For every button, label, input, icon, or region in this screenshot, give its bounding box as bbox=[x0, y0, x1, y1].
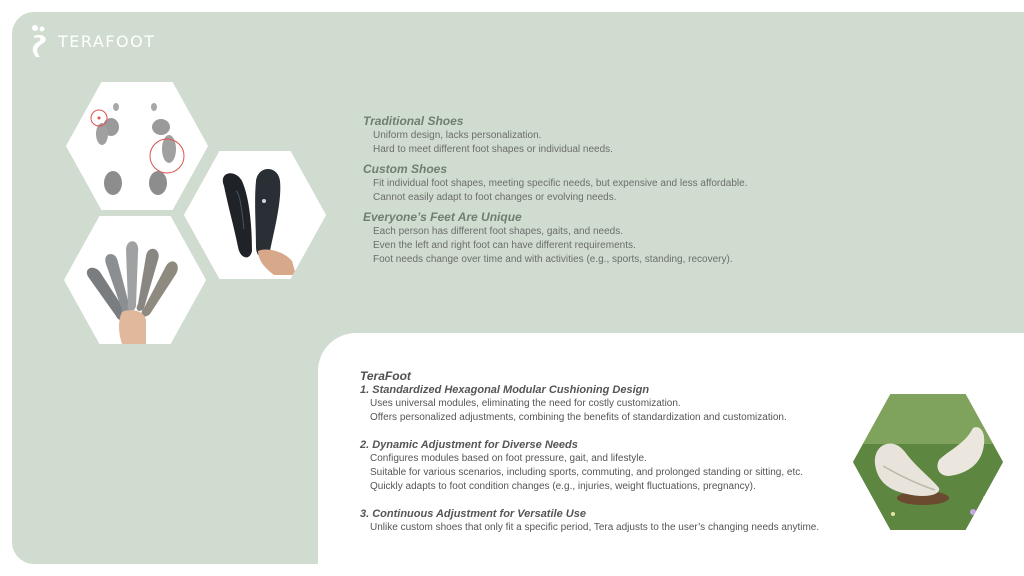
problem-point: Uniform design, lacks personalization. bbox=[373, 130, 542, 141]
feature-point: Unlike custom shoes that only fit a specific period, Tera adjusts to the user’s changing needs anytime. bbox=[370, 522, 820, 533]
problem-point: Cannot easily adapt to foot changes or evolving needs. bbox=[373, 192, 617, 203]
feature-point: Offers personalized adjustments, combining the benefits of standardization and customization. bbox=[370, 412, 787, 423]
problem-point: Even the left and right foot can have different requirements. bbox=[373, 240, 636, 251]
feature-title: 3. Continuous Adjustment for Versatile Use bbox=[360, 508, 586, 520]
footprint-logo-icon bbox=[30, 24, 52, 58]
problem-custom-shoes bbox=[363, 162, 748, 205]
problem-unique-feet bbox=[363, 210, 748, 267]
feature-standardized-design bbox=[360, 383, 819, 425]
feature-point: Quickly adapts to foot condition changes (e.g., injuries, weight fluctuations, pregnancy). bbox=[370, 481, 756, 492]
brand-logo bbox=[30, 24, 155, 58]
problem-point: Each person has different foot shapes, gaits, and needs. bbox=[373, 226, 623, 237]
feature-dynamic-adjustment bbox=[360, 438, 819, 494]
problems-section bbox=[363, 114, 748, 272]
feature-title: 1. Standardized Hexagonal Modular Cushioning Design bbox=[360, 384, 650, 396]
solution-section bbox=[360, 369, 819, 535]
problem-title: Everyone’s Feet Are Unique bbox=[363, 210, 522, 224]
feature-title: 2. Dynamic Adjustment for Diverse Needs bbox=[360, 439, 578, 451]
feature-continuous-adjustment bbox=[360, 507, 819, 535]
feature-point: Suitable for various scenarios, including sports, commuting, and prolonged standing or sitting, etc. bbox=[370, 467, 804, 478]
problem-title: Traditional Shoes bbox=[363, 114, 464, 128]
problem-title: Custom Shoes bbox=[363, 162, 448, 176]
problem-point: Fit individual foot shapes, meeting specific needs, but expensive and less affordable. bbox=[373, 178, 748, 189]
brand-name: TERAFOOT bbox=[58, 31, 156, 51]
feature-point: Configures modules based on foot pressure, gait, and lifestyle. bbox=[370, 453, 647, 464]
solution-title: TeraFoot bbox=[360, 369, 411, 383]
problem-point: Foot needs change over time and with activities (e.g., sports, standing, recovery). bbox=[373, 254, 733, 265]
problem-point: Hard to meet different foot shapes or individual needs. bbox=[373, 144, 613, 155]
feature-point: Uses universal modules, eliminating the need for costly customization. bbox=[370, 398, 681, 409]
problem-traditional-shoes bbox=[363, 114, 748, 157]
